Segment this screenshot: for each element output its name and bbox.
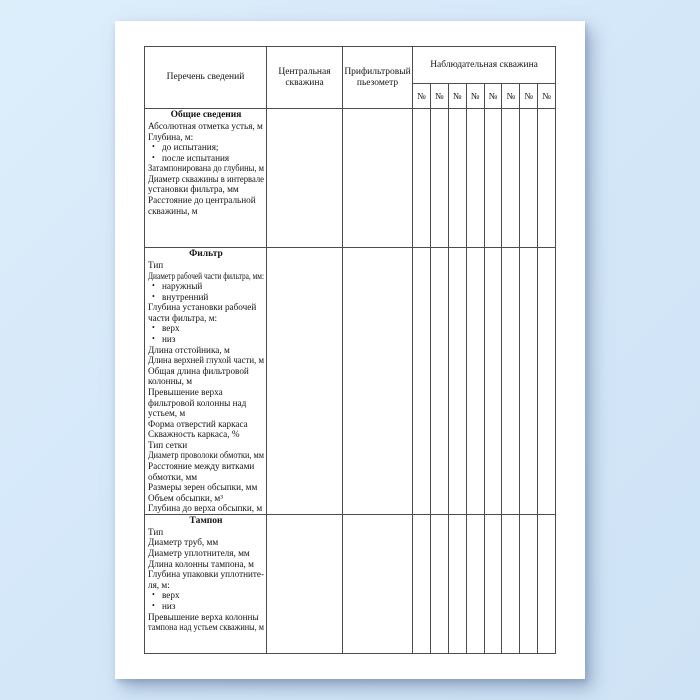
field-label-text: Глубина установки рабочей: [148, 302, 257, 313]
field-label-text: Глубина упаковки уплотните-: [148, 569, 264, 580]
field-label-text: Диаметр труб, мм: [148, 537, 219, 548]
field-label-text: Превышение верха: [148, 386, 223, 397]
column-header-list-of-data: Перечень сведений: [145, 47, 267, 109]
observation-well-value-cell: [448, 514, 466, 653]
column-header-observation-well: Наблюдательная скважина: [413, 47, 556, 84]
field-label: [148, 503, 264, 514]
field-label-text: тампона над устьем скважины, м: [148, 622, 264, 633]
observation-well-value-cell: [484, 109, 502, 248]
field-label-bullet-item: [148, 292, 264, 303]
section-label-cell: [145, 248, 267, 515]
observation-well-number-header: №: [502, 84, 520, 109]
field-label: [148, 548, 264, 559]
observation-well-value-cell: [430, 248, 448, 515]
observation-well-number-header: №: [520, 84, 538, 109]
observation-well-number-header: №: [466, 84, 484, 109]
field-label: [148, 206, 264, 217]
field-label: [148, 260, 264, 271]
field-label-text: внутренний: [162, 291, 209, 302]
field-label-text: части фильтра, м:: [148, 312, 218, 323]
observation-well-value-cell: [538, 248, 556, 515]
field-label: [148, 612, 264, 623]
field-label: [148, 461, 264, 472]
field-label: [148, 195, 264, 206]
section-title: Тампон: [189, 515, 223, 526]
field-label: [148, 366, 264, 377]
observation-well-number-header: №: [484, 84, 502, 109]
observation-well-value-cell: [448, 109, 466, 248]
field-label-text: Диаметр проволоки обмотки, мм: [148, 450, 264, 461]
field-label-text: Тип сетки: [148, 439, 188, 450]
field-label-bullet-item: [148, 281, 264, 292]
observation-well-number-header: №: [448, 84, 466, 109]
central-well-value-cell: [267, 514, 343, 653]
piezometer-value-cell: [343, 248, 413, 515]
field-label-text: после испытания: [162, 152, 230, 163]
field-label: [148, 184, 264, 195]
observation-well-value-cell: [484, 514, 502, 653]
document-page: [115, 21, 585, 679]
field-label: [148, 559, 264, 570]
observation-well-value-cell: [538, 109, 556, 248]
field-label-text: до испытания;: [162, 142, 219, 153]
piezometer-value-cell: [343, 109, 413, 248]
field-label-text: Размеры зерен обсыпки, мм: [148, 482, 258, 493]
bullet-icon: •: [152, 600, 155, 610]
field-label: [148, 345, 264, 356]
field-label-text: Объем обсыпки, м³: [148, 492, 223, 503]
field-label: [148, 387, 264, 398]
field-label-text: Тип: [148, 260, 164, 270]
field-label: [148, 376, 264, 387]
field-label: [148, 419, 264, 430]
field-label: [148, 398, 264, 409]
field-label-text: Скважность каркаса, %: [148, 429, 240, 440]
field-label-text: Глубина, м:: [148, 131, 194, 142]
field-label-text: колонны, м: [148, 376, 193, 387]
field-label-text: Длина колонны тампона, м: [148, 558, 254, 569]
observation-well-number-header: №: [413, 84, 431, 109]
observation-well-value-cell: [413, 109, 431, 248]
field-label: [148, 408, 264, 419]
observation-well-value-cell: [466, 109, 484, 248]
bullet-icon: •: [152, 323, 155, 333]
central-well-value-cell: [267, 248, 343, 515]
field-label-text: фильтровой колонны над: [148, 397, 247, 408]
well-survey-table: [144, 46, 556, 654]
observation-well-value-cell: [520, 248, 538, 515]
column-header-central-well: Центральная скважина: [267, 47, 343, 109]
bullet-icon: •: [152, 590, 155, 600]
field-label: [148, 569, 264, 580]
field-label: [148, 450, 264, 461]
field-label-text: верх: [162, 323, 180, 334]
field-label-text: скважины, м: [148, 205, 198, 216]
field-label-text: низ: [162, 600, 176, 611]
field-label-text: Расстояние между витками: [148, 460, 255, 471]
bullet-icon: •: [152, 334, 155, 344]
observation-well-value-cell: [430, 109, 448, 248]
field-label-text: Затампонирована до глубины, м: [148, 163, 264, 174]
observation-well-value-cell: [502, 514, 520, 653]
observation-well-value-cell: [538, 514, 556, 653]
field-label: [148, 271, 264, 282]
field-label-text: Диаметр рабочей части фильтра, мм:: [148, 270, 264, 281]
observation-well-value-cell: [430, 514, 448, 653]
observation-well-value-cell: [502, 109, 520, 248]
field-label: [148, 482, 264, 493]
field-label-text: Диаметр скважины в интервале: [148, 173, 264, 184]
field-label: [148, 537, 264, 548]
section-title: Фильтр: [189, 249, 223, 259]
field-label-bullet-item: [148, 590, 264, 601]
field-label: [148, 622, 264, 633]
field-label-text: Форма отверстий каркаса: [148, 418, 248, 429]
field-label-text: Общая длина фильтровой: [148, 365, 249, 376]
observation-well-value-cell: [448, 248, 466, 515]
field-label-text: обмотки, мм: [148, 471, 198, 482]
field-label: [148, 302, 264, 313]
section-row: [145, 514, 556, 653]
field-label-bullet-item: [148, 142, 264, 153]
bullet-icon: •: [152, 142, 155, 152]
field-label-text: Превышение верха колонны: [148, 611, 259, 622]
observation-well-value-cell: [466, 514, 484, 653]
field-label: [148, 121, 264, 132]
field-label-text: Длина отстойника, м: [148, 344, 230, 355]
observation-well-value-cell: [466, 248, 484, 515]
observation-well-value-cell: [520, 109, 538, 248]
field-label: [148, 472, 264, 483]
field-label: [148, 429, 264, 440]
bullet-icon: •: [152, 291, 155, 301]
field-label-text: устьем, м: [148, 408, 186, 419]
field-label-text: Глубина до верха обсыпки, м: [148, 503, 263, 514]
observation-well-value-cell: [484, 248, 502, 515]
piezometer-value-cell: [343, 514, 413, 653]
field-label: [148, 163, 264, 174]
observation-well-number-header: №: [430, 84, 448, 109]
field-label: [148, 313, 264, 324]
section-title: Общие сведения: [170, 110, 242, 120]
field-label-bullet-item: [148, 323, 264, 334]
field-label-text: Тип: [148, 526, 164, 537]
field-label-text: низ: [162, 334, 176, 345]
bullet-icon: •: [152, 281, 155, 291]
field-label-text: Длина верхней глухой части, м: [148, 355, 264, 366]
field-label: [148, 355, 264, 366]
field-label-text: наружный: [162, 281, 203, 292]
section-row: [145, 109, 556, 248]
field-label-text: установки фильтра, мм: [148, 184, 239, 195]
field-label: [148, 580, 264, 591]
field-label-text: Абсолютная отметка устья, м: [148, 121, 263, 131]
central-well-value-cell: [267, 109, 343, 248]
field-label-text: Диаметр уплотнителя, мм: [148, 548, 250, 559]
observation-well-value-cell: [413, 248, 431, 515]
field-label-text: верх: [162, 590, 180, 601]
field-label-bullet-item: [148, 334, 264, 345]
section-label-cell: [145, 109, 267, 248]
observation-well-value-cell: [413, 514, 431, 653]
observation-well-number-header: №: [538, 84, 556, 109]
section-row: [145, 248, 556, 515]
field-label: [148, 493, 264, 504]
field-label-text: ля, м:: [148, 579, 170, 590]
observation-well-value-cell: [520, 514, 538, 653]
field-label-bullet-item: [148, 601, 264, 612]
bullet-icon: •: [152, 152, 155, 162]
field-label: [148, 132, 264, 143]
observation-well-value-cell: [502, 248, 520, 515]
field-label: [148, 527, 264, 538]
column-header-piezometer: Прифильтровый пьезометр: [343, 47, 413, 109]
field-label-text: Расстояние до центральной: [148, 195, 256, 206]
section-label-cell: [145, 514, 267, 653]
field-label: [148, 174, 264, 185]
field-label: [148, 440, 264, 451]
field-label-bullet-item: [148, 153, 264, 164]
